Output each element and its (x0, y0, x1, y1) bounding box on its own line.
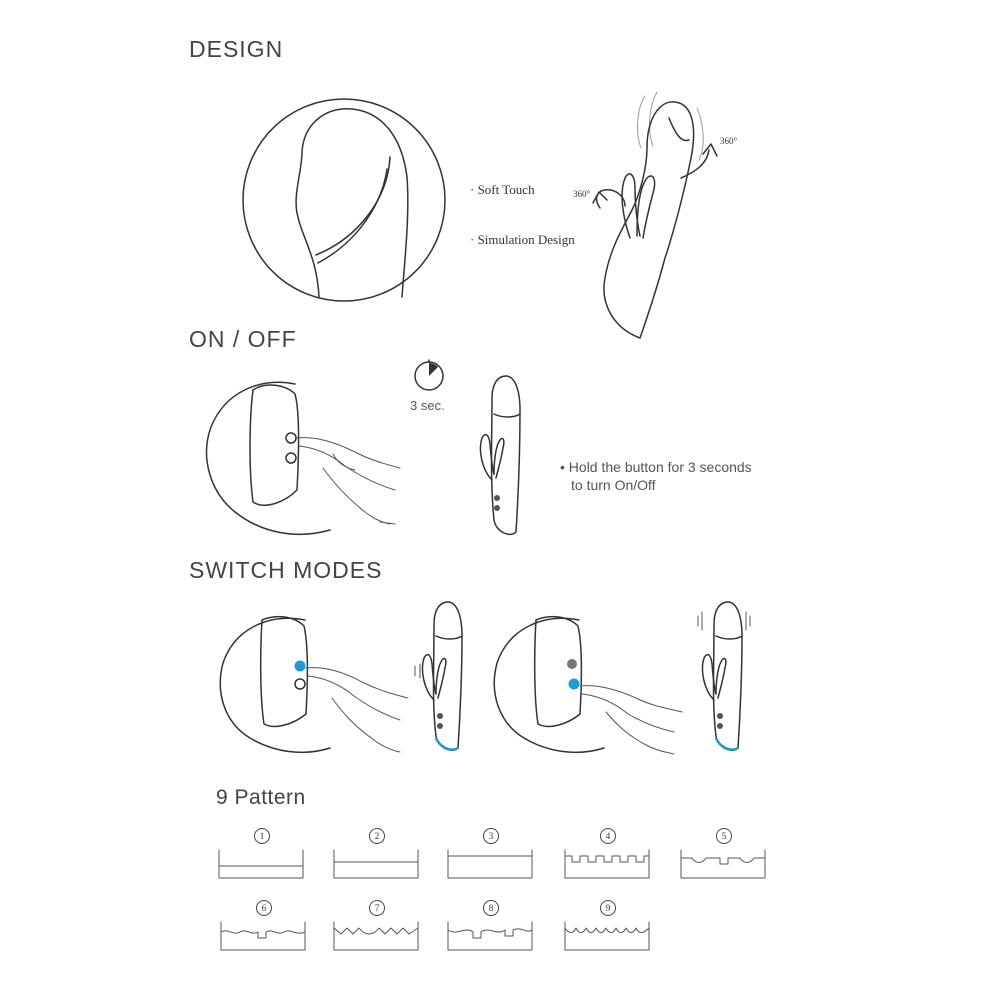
pattern-8: 8 (447, 900, 533, 952)
design-heading: DESIGN (189, 36, 284, 62)
pattern-heading: 9 Pattern (216, 786, 306, 809)
bottom-button-active-icon (569, 679, 579, 689)
press-button-closeup-illustration (205, 372, 405, 542)
feature-soft-touch: · Soft Touch (470, 182, 535, 197)
stopwatch-icon (410, 358, 450, 398)
rotation-arrow-right-icon (681, 150, 709, 178)
vibration-icon (415, 664, 420, 678)
rotation-angle-right: 360° (720, 136, 738, 146)
pattern-7: 7 (333, 900, 419, 952)
finger-press-icon (297, 438, 400, 524)
rotating-device-illustration (585, 88, 745, 348)
rotation-arrow-left-icon (597, 190, 625, 208)
mode-press-bottom-closeup (494, 608, 694, 758)
on-off-instruction-line2: to turn On/Off (571, 477, 656, 493)
pattern-6: 6 (220, 900, 306, 952)
device-mode-top-illustration (410, 596, 470, 756)
top-button-active-icon (295, 661, 305, 671)
rotation-angle-left: 360° (573, 189, 591, 199)
pattern-9: 9 (564, 900, 650, 952)
pattern-4: 4 (564, 828, 650, 880)
switch-modes-heading: SWITCH MODES (189, 557, 383, 583)
device-mode-bottom-illustration (690, 596, 760, 756)
device-front-illustration (472, 370, 532, 545)
timer-label: 3 sec. (410, 398, 445, 413)
pattern-1: 1 (218, 828, 304, 880)
pattern-5: 5 (680, 828, 766, 880)
pattern-2: 2 (333, 828, 419, 880)
mode-press-top-closeup (220, 608, 420, 758)
feature-simulation-design: · Simulation Design (470, 232, 575, 247)
on-off-heading: ON / OFF (189, 326, 297, 352)
pattern-3: 3 (447, 828, 533, 880)
on-off-instruction-line1: • Hold the button for 3 seconds (560, 459, 752, 475)
tip-closeup-illustration (242, 97, 452, 307)
